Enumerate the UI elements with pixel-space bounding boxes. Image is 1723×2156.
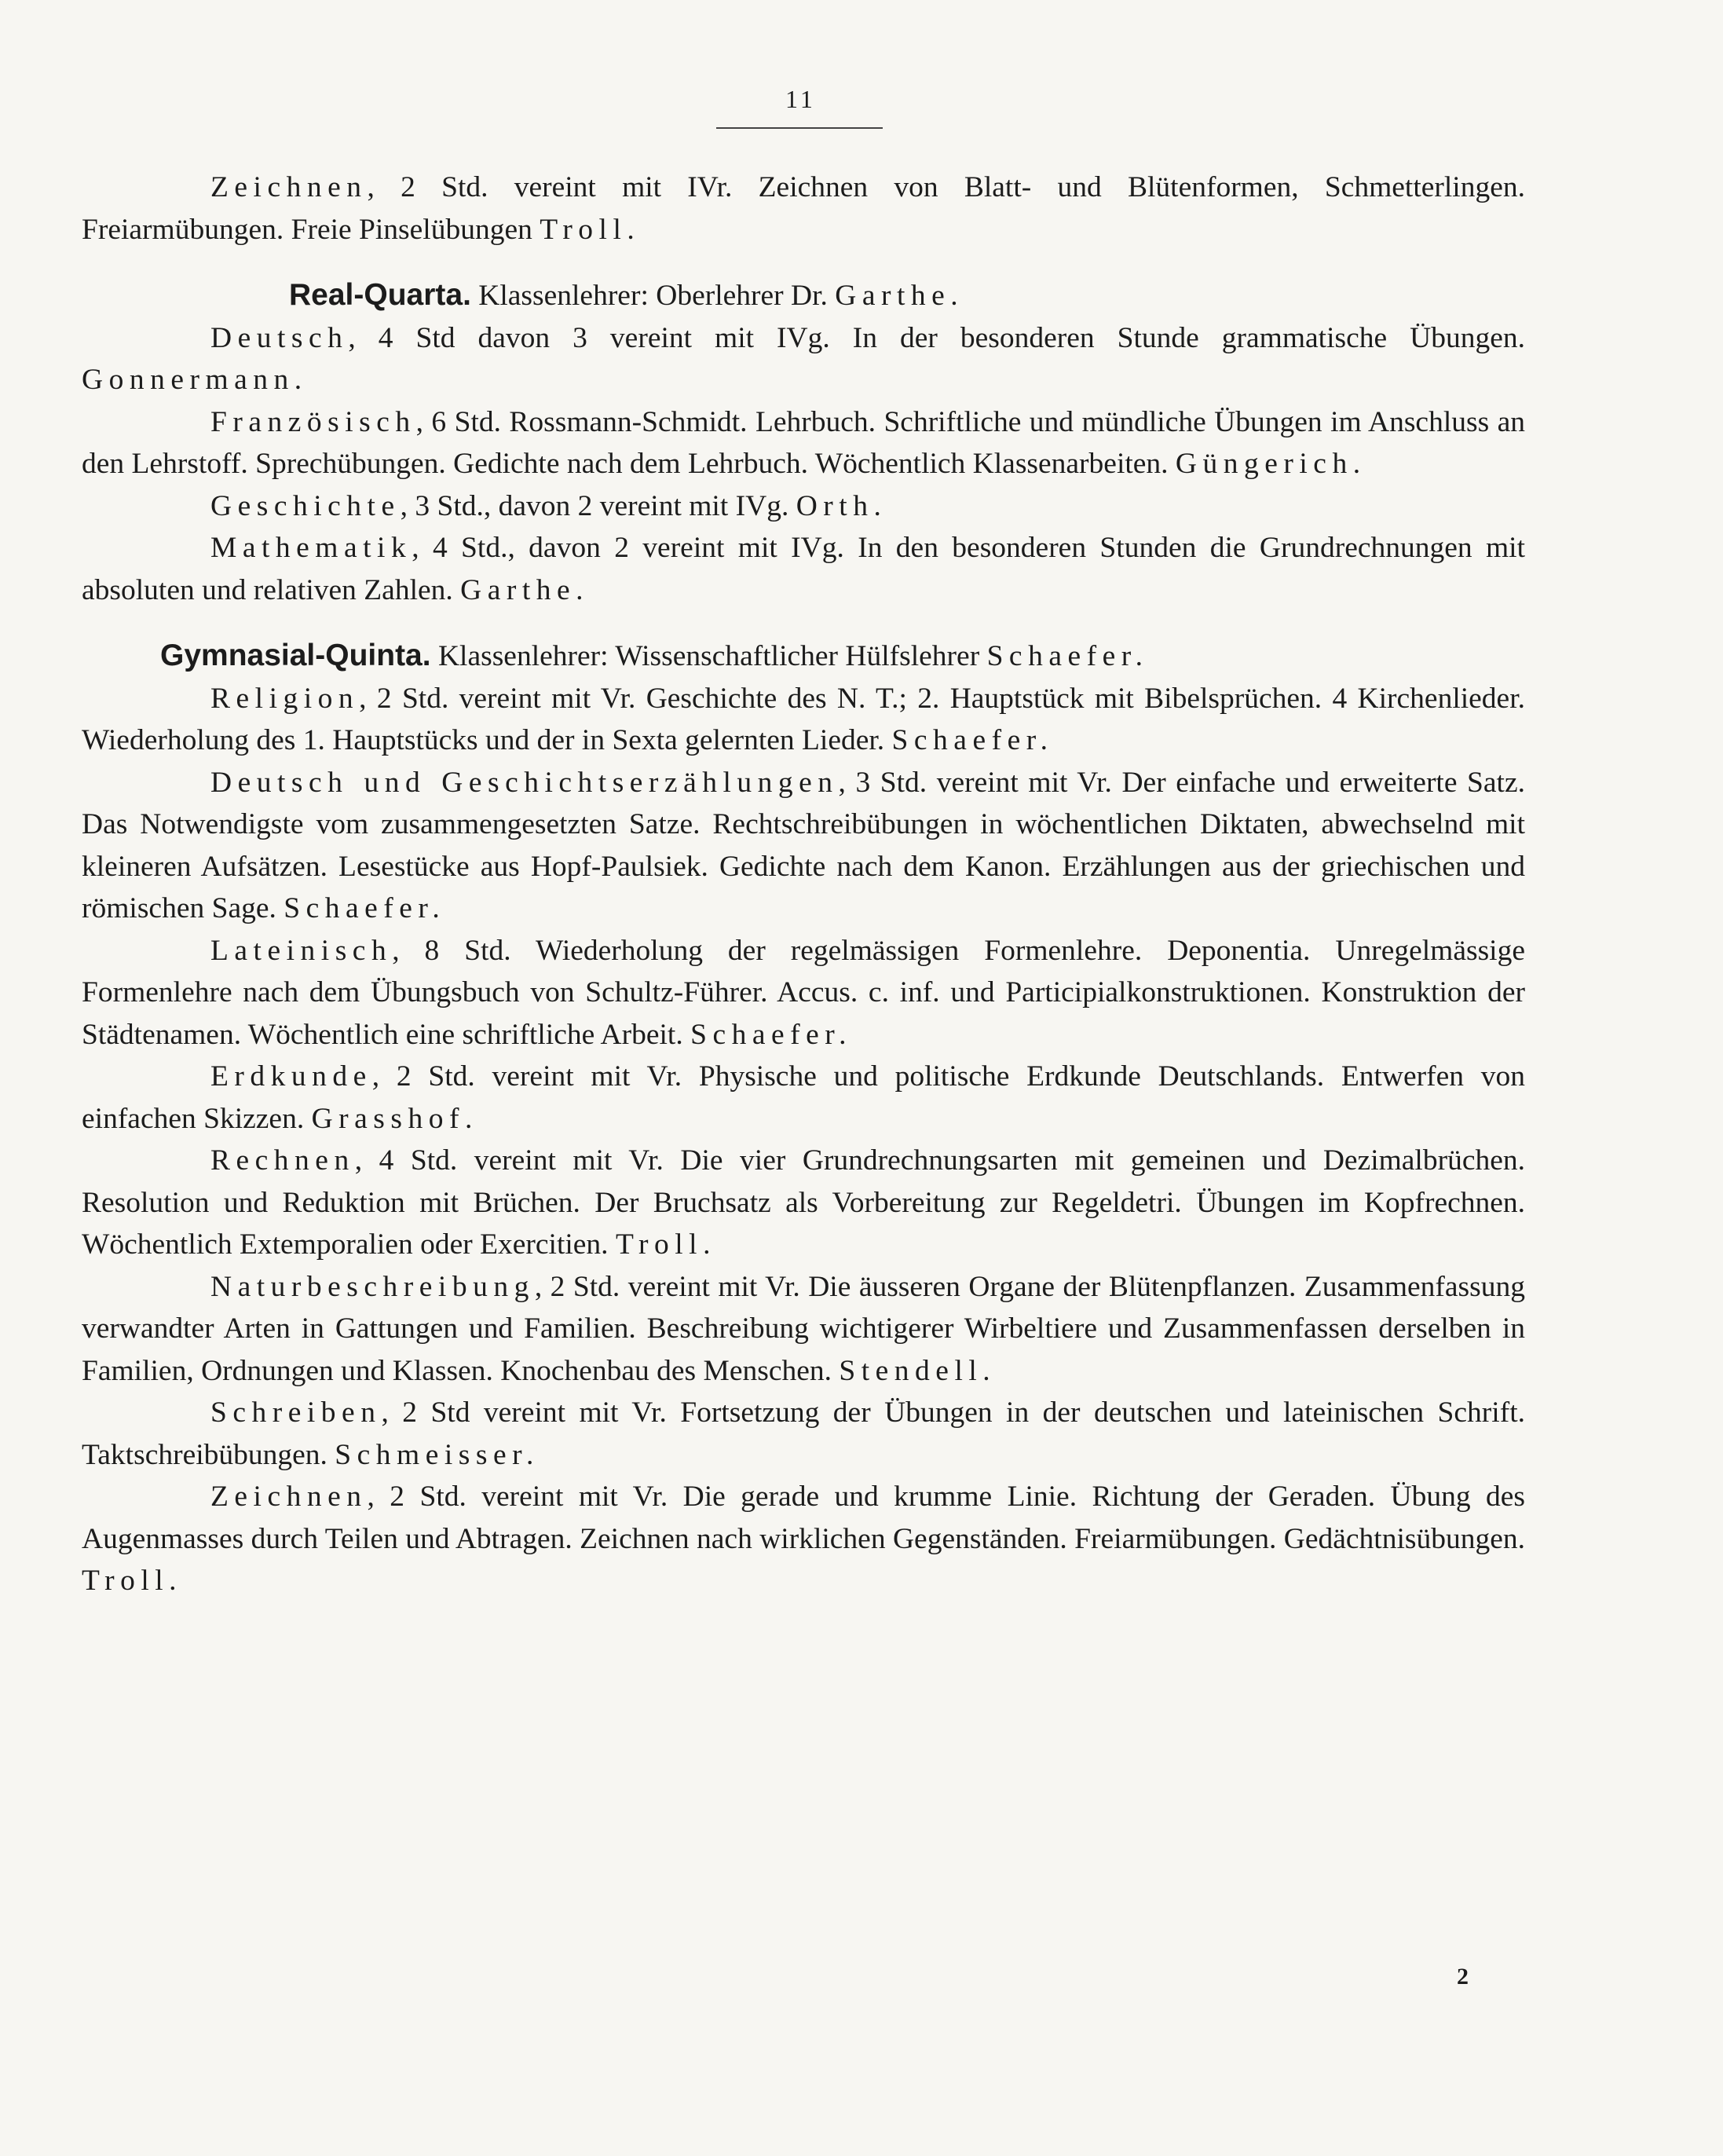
teacher-name: Schaefer. (986, 640, 1149, 672)
paragraph-religion (82, 678, 1525, 762)
paragraph-mathematik (82, 527, 1525, 611)
teacher-name: Garthe. (835, 280, 964, 312)
teacher-name: Troll. (82, 1565, 183, 1597)
paragraph-text: , 2 Std. vereint mit Vr. Die äusseren Organe der Blütenpflanzen. Zusammenfassung verwandter Arten in Gattungen und Familien. Beschreibung wichtigerer Wirbeltiere und Zusammenfassen derselben in Familien, Ordnungen und Klassen. Knochenbau des Menschen. (82, 1270, 1525, 1387)
sheet-signature: 2 (1457, 1964, 1469, 1989)
subject-name: Schreiben (210, 1396, 382, 1429)
teacher-name: Güngerich. (1175, 448, 1366, 480)
paragraph-zeichnen-ivr (82, 167, 1525, 251)
subject-name: Naturbeschreibung (210, 1270, 535, 1303)
page-number: 11 (785, 85, 816, 113)
paragraph-naturbeschreibung (82, 1266, 1525, 1393)
paragraph-text: , 3 Std. vereint mit Vr. Der einfache und erweiterte Satz. Das Notwendigste vom zusammengesetzten Satze. Rechtschreibübungen in wöchentlichen Diktaten, abwechselnd mit kleineren Aufsätzen. Lesestücke aus Hopf-Paulsiek. Gedichte nach dem Kanon. Erzählungen aus der griechischen und römischen Sage. (82, 766, 1525, 924)
paragraph-text: , 3 Std., davon 2 vereint mit IVg. (400, 489, 796, 522)
subject-name: Zeichnen (210, 171, 368, 203)
paragraph-text: , 2 Std. vereint mit Vr. Physische und politische Erdkunde Deutschlands. Entwerfen von einfachen Skizzen. (82, 1060, 1525, 1135)
subject-name: Deutsch und Geschichtserzählungen (210, 766, 839, 799)
teacher-name: Garthe. (460, 573, 590, 606)
teacher-name: Gonnermann. (82, 364, 308, 396)
heading-text: Klassenlehrer: Wissenschaftlicher Hülfslehrer (430, 640, 987, 672)
gymnasial-quinta-heading-line (82, 635, 1525, 678)
paragraph-text: , 4 Std., davon 2 vereint mit IVg. In den besonderen Stunden die Grundrechnungen mit absoluten und relativen Zahlen. (82, 532, 1525, 606)
paragraph-deutsch-geschichte (82, 762, 1525, 930)
heading-text: Klassenlehrer: Oberlehrer Dr. (470, 280, 836, 312)
paragraph-text: , 6 Std. Rossmann-Schmidt. Lehrbuch. Schriftliche und mündliche Übungen im Anschluss an den Lehrstoff. Sprechübungen. Gedichte nach dem Lehrbuch. Wöchentlich Klassenarbeiten. (82, 405, 1525, 480)
paragraph-text: , 2 Std. vereint mit IVr. Zeichnen von Blatt- und Blütenformen, Schmetterlingen. Freiarmübungen. Freie Pinselübungen (82, 171, 1525, 246)
section-heading: Real-Quarta. (289, 278, 471, 312)
paragraph-franzoesisch (82, 401, 1525, 485)
subject-name: Erdkunde (210, 1060, 372, 1093)
subject-name: Rechnen (210, 1144, 355, 1177)
teacher-name: Schaefer. (690, 1018, 853, 1051)
paragraph-erdkunde (82, 1056, 1525, 1140)
header-rule (716, 127, 883, 129)
subject-name: Lateinisch (210, 934, 393, 967)
paragraph-text: , 8 Std. Wiederholung der regelmässigen Formenlehre. Deponentia. Unregelmässige Formenlehre nach dem Übungsbuch von Schultz-Führer. Accus. c. inf. und Participialkonstruktionen. Konstruktion der Städtenamen. Wöchentlich eine schriftliche Arbeit. (82, 934, 1525, 1051)
teacher-name: Stendell. (839, 1354, 997, 1387)
teacher-name: Schaefer. (284, 892, 446, 924)
paragraph-deutsch (82, 317, 1525, 401)
section-heading: Gymnasial-Quinta. (160, 639, 431, 672)
paragraph-text: , 2 Std. vereint mit Vr. Geschichte des N. T.; 2. Hauptstück mit Bibelsprüchen. 4 Kirchenlieder. Wiederholung des 1. Hauptstücks und der in Sexta gelernten Lieder. (82, 682, 1525, 756)
paragraph-rechnen (82, 1140, 1525, 1266)
teacher-name: Orth. (796, 489, 887, 522)
paragraph-text: , 4 Std. vereint mit Vr. Die vier Grundrechnungsarten mit gemeinen und Dezimalbrüchen. Resolution und Reduktion mit Brüchen. Der Bruchsatz als Vorbereitung zur Regeldetri. Übungen im Kopfrechnen. Wöchentlich Extemporalien oder Exercitien. (82, 1144, 1525, 1261)
subject-name: Religion (210, 682, 360, 715)
subject-name: Französisch (210, 405, 416, 438)
teacher-name: Troll. (540, 213, 641, 246)
paragraph-text: , 2 Std. vereint mit Vr. Die gerade und krumme Linie. Richtung der Geraden. Übung des Augenmasses durch Teilen und Abtragen. Zeichnen nach wirklichen Gegenständen. Freiarmübungen. Gedächtnisübungen. (82, 1481, 1525, 1555)
subject-name: Deutsch (210, 321, 349, 354)
paragraph-text: , 4 Std davon 3 vereint mit IVg. In der besonderen Stunde grammatische Übungen. (348, 321, 1525, 354)
teacher-name: Schaefer. (891, 724, 1054, 756)
paragraph-zeichnen (82, 1476, 1525, 1602)
subject-name: Mathematik (210, 532, 412, 564)
subject-name: Geschichte (210, 489, 401, 522)
paragraph-geschichte (82, 485, 1525, 528)
paragraph-schreiben (82, 1392, 1525, 1476)
real-quarta-heading-line (82, 274, 1525, 317)
body-text (82, 167, 1525, 1602)
subject-name: Zeichnen (210, 1481, 368, 1513)
teacher-name: Grasshof. (311, 1102, 478, 1135)
teacher-name: Schmeisser. (335, 1438, 540, 1471)
paragraph-text: , 2 Std vereint mit Vr. Fortsetzung der Übungen in der deutschen und lateinischen Schrift. Taktschreibübungen. (82, 1396, 1525, 1471)
teacher-name: Troll. (615, 1228, 716, 1261)
paragraph-lateinisch (82, 930, 1525, 1056)
